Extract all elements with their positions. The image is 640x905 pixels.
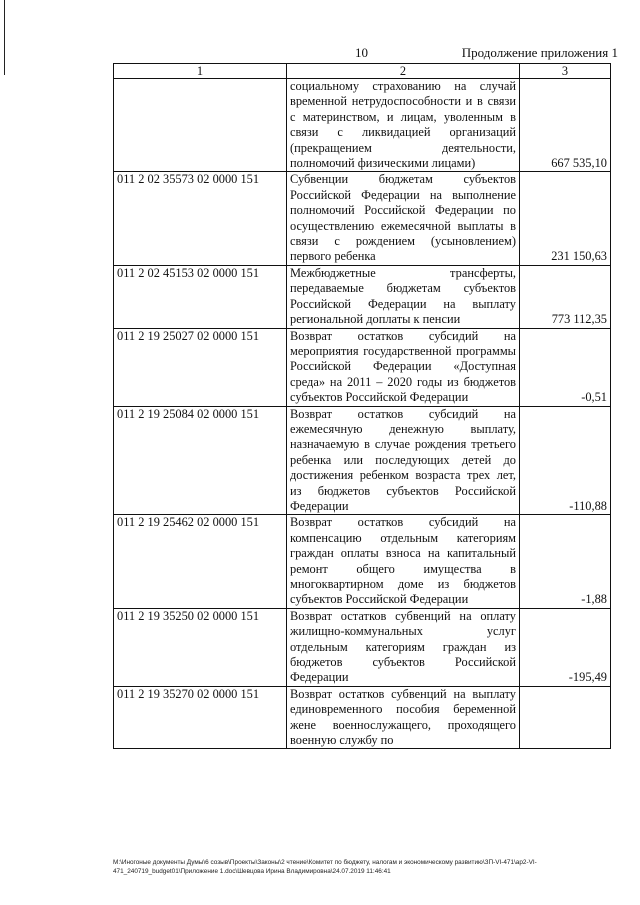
page-edge-line [4,0,5,75]
row-amount: -1,88 [520,515,611,608]
budget-code: 011 2 19 25462 02 0000 151 [114,515,287,608]
column-header-1: 1 [114,64,287,79]
row-description: социальному страхованию на случай временной нетрудоспособности и в связи с материнством, и лицам, уволенным в связи с ликвидацией организаций (прекращением деятельности, полномочий физическими лицами) [287,79,520,172]
budget-code: 011 2 19 25084 02 0000 151 [114,406,287,515]
column-header-2: 2 [287,64,520,79]
row-amount: 231 150,63 [520,172,611,265]
table-row [114,79,611,172]
table-row [114,608,611,686]
footer-file-path: M:\Иногоные документы Думы\6 созыв\Проекты\Законы\2 чтение\Комитет по бюджету, налогам и экономическому развитию\ЗП-VI-471\ap2-VI-471_240719_budget01\Приложение 1.doc\Шевцова Ирина Владимировна\24.07.2019 11:46:41 [113,859,537,875]
row-amount: 773 112,35 [520,265,611,328]
row-description: Возврат остатков субсидий на мероприятия государственной программы Российской Федерации «Доступная среда» на 2011 – 2020 годы из бюджетов субъектов Российской Федерации [287,328,520,406]
table-row [114,686,611,749]
budget-code: 011 2 19 35270 02 0000 151 [114,686,287,749]
row-amount [520,686,611,749]
budget-code [114,79,287,172]
row-description: Субвенции бюджетам субъектов Российской Федерации на выполнение полномочий Российской Федерации по осуществлению ежемесячной выплаты в связи с рождением (усыновлением) первого ребенка [287,172,520,265]
budget-code: 011 2 02 45153 02 0000 151 [114,265,287,328]
row-description: Возврат остатков субвенций на выплату единовременного пособия беременной жене военнослужащего, проходящего военную службу по [287,686,520,749]
table-row [114,172,611,265]
column-header-3: 3 [520,64,611,79]
row-description: Возврат остатков субвенций на оплату жилищно-коммунальных услуг отдельным категориям граждан из бюджетов субъектов Российской Федерации [287,608,520,686]
row-description: Межбюджетные трансферты, передаваемые бюджетам субъектов Российской Федерации на выплату региональной доплаты к пенсии [287,265,520,328]
page-number: 10 [355,45,368,60]
table-header-row [114,64,611,79]
row-description: Возврат остатков субсидий на ежемесячную денежную выплату, назначаемую в случае рождения третьего ребенка или последующих детей до достижения ребенком возраста трех лет, из бюджетов субъектов Российской Федерации [287,406,520,515]
budget-code: 011 2 02 35573 02 0000 151 [114,172,287,265]
row-description: Возврат остатков субсидий на компенсацию отдельным категориям граждан оплаты взноса на капитальный ремонт общего имущества в многоквартирном доме из бюджетов субъектов Российской Федерации [287,515,520,608]
row-amount: -0,51 [520,328,611,406]
budget-table [113,63,611,749]
row-amount: -110,88 [520,406,611,515]
budget-code: 011 2 19 25027 02 0000 151 [114,328,287,406]
table-row [114,406,611,515]
table-row [114,265,611,328]
table-row [114,515,611,608]
table-row [114,328,611,406]
row-amount: 667 535,10 [520,79,611,172]
budget-code: 011 2 19 35250 02 0000 151 [114,608,287,686]
continuation-heading: Продолжение приложения 1 [461,45,618,60]
row-amount: -195,49 [520,608,611,686]
